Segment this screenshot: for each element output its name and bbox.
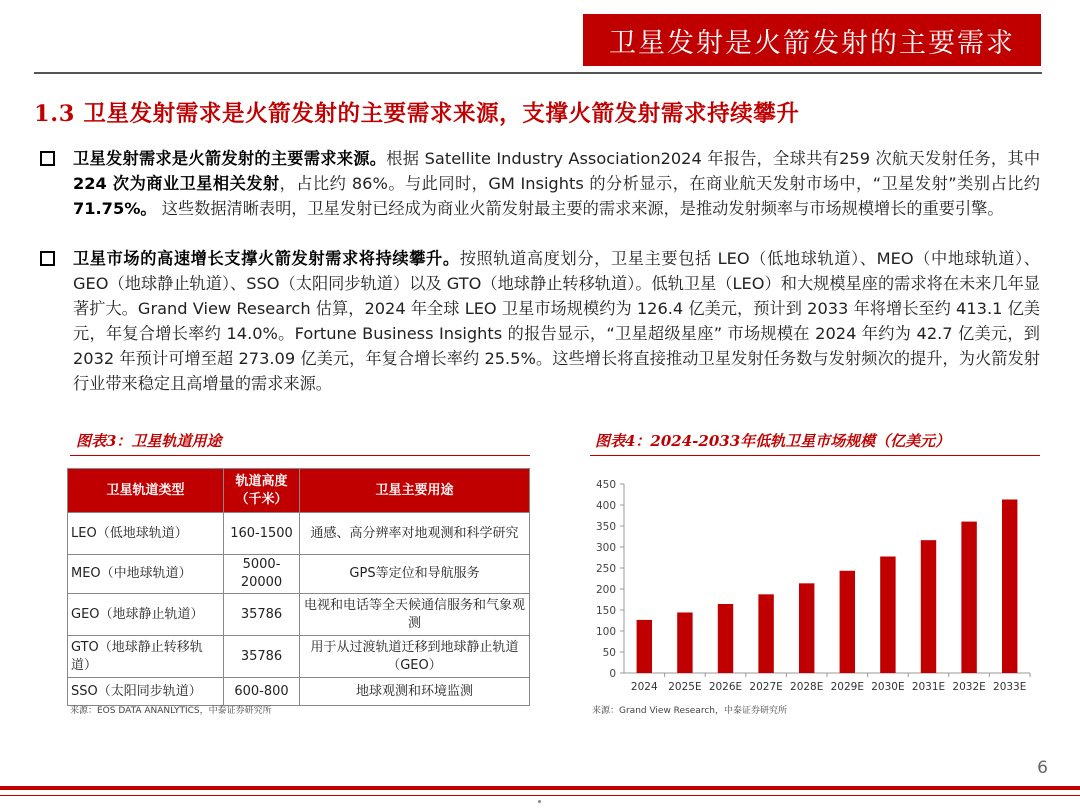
table-cell: 电视和电话等全天候通信服务和气象观测 (300, 594, 530, 636)
top-divider (34, 72, 1042, 74)
x-tick-label: 2024 (630, 681, 658, 693)
paragraph-1-part-3: 这些数据清晰表明，卫星发射已经成为商业火箭发射最主要的需求来源，是推动发射频率与市场规模增长的重要引擎。 (156, 199, 1004, 218)
table-cell: MEO（中地球轨道） (68, 555, 224, 594)
page-number: 6 (1037, 758, 1048, 778)
x-tick-label: 2025E (668, 681, 702, 693)
figure-3-caption: 图表3：卫星轨道用途 (76, 432, 222, 450)
table-cell: 35786 (224, 594, 300, 636)
table-row (68, 594, 530, 636)
paragraph-1-bold-2: 71.75%。 (73, 199, 157, 218)
paragraph-1 (40, 146, 1040, 221)
bar (758, 594, 773, 673)
x-tick-label: 2026E (708, 681, 743, 693)
paragraph-1-lead: 卫星发射需求是火箭发射的主要需求来源。 (73, 149, 387, 168)
y-tick-label: 0 (609, 668, 616, 680)
table-row (68, 678, 530, 706)
bar (637, 620, 652, 673)
x-tick-label: 2030E (871, 681, 905, 693)
figure-3-source: 来源：EOS DATA ANANLYTICS，中泰证券研究所 (70, 706, 272, 716)
footer-band (0, 786, 1080, 790)
y-tick-label: 150 (595, 605, 616, 617)
table-cell: GEO（地球静止轨道） (68, 594, 224, 636)
table-row (68, 513, 530, 555)
footer-line (0, 795, 1080, 796)
paragraph-2-text (73, 246, 1040, 396)
paragraph-2-lead: 卫星市场的高速增长支撑火箭发射需求将持续攀升。 (73, 249, 460, 268)
figure-4-caption: 图表4：2024-2033年低轨卫星市场规模（亿美元） (595, 432, 951, 450)
table-cell: 35786 (224, 636, 300, 678)
table-row (68, 636, 530, 678)
table-cell: GTO（地球静止转移轨道） (68, 636, 224, 678)
table-cell: GPS等定位和导航服务 (300, 555, 530, 594)
table-cell: 600-800 (224, 678, 300, 706)
slide-title (583, 14, 1041, 66)
y-tick-label: 400 (595, 500, 616, 512)
table-cell: 用于从过渡轨道迁移到地球静止轨道（GEO） (300, 636, 530, 678)
footer-dot (538, 800, 541, 803)
paragraph-2 (40, 246, 1040, 396)
bar (961, 522, 976, 673)
table-header-cell: 卫星主要用途 (300, 469, 530, 513)
paragraph-2-body: 按照轨道高度划分，卫星主要包括 LEO（低地球轨道）、MEO（中地球轨道）、GEO（地球静止轨道）、SSO（太阳同步轨道）以及 GTO（地球静止转移轨道）。低轨卫星（LEO）和大规模星座的需求将在未来几年显著扩大。Grand View Research 估算，2024 年全球 LEO 卫星市场规模约为 126.4 亿美元，预计到 2033 年将增长至约 413.1 亿美元，年复合增长率约 14.0%。Fortune Business Insights 的报告显示，“卫星超级星座” 市场规模在 2024 年约为 42.7 亿美元，到 2032 年预计可增至超 273.09 亿美元，年复合增长率约 25.5%。这些增长将直接推动卫星发射任务数与发射频次的提升，为火箭发射行业带来稳定且高增量的需求来源。 (73, 249, 1040, 393)
figure-4-source: 来源：Grand View Research，中泰证券研究所 (592, 706, 787, 716)
table-cell: 5000-20000 (224, 555, 300, 594)
table-row (68, 555, 530, 594)
bar (921, 540, 936, 673)
bar (840, 571, 855, 673)
section-heading: 1.3 卫星发射需求是火箭发射的主要需求来源，支撑火箭发射需求持续攀升 (34, 101, 800, 127)
paragraph-1-part-2: ，占比约 86%。与此同时，GM Insights 的分析显示，在商业航天发射市场中，“卫星发射”类别占比约 (279, 174, 1040, 193)
table-cell: 通感、高分辨率对地观测和科学研究 (300, 513, 530, 555)
bar (718, 604, 733, 673)
bar (677, 612, 692, 673)
orbit-usage-table (67, 468, 530, 706)
x-tick-label: 2031E (911, 681, 946, 693)
x-tick-label: 2029E (830, 681, 864, 693)
table-cell: LEO（低地球轨道） (68, 513, 224, 555)
bar (880, 556, 895, 673)
table-cell: 160-1500 (224, 513, 300, 555)
figure-4-caption-rule (590, 455, 1040, 456)
table-cell: SSO（太阳同步轨道） (68, 678, 224, 706)
square-bullet-icon (40, 151, 55, 166)
table-header-cell: 卫星轨道类型 (68, 469, 224, 513)
paragraph-1-bold-1: 224 次为商业卫星相关发射 (73, 174, 280, 193)
table-cell: 地球观测和环境监测 (300, 678, 530, 706)
paragraph-1-part-1: 根据 Satellite Industry Association2024 年报告，全球共有259 次航天发射任务，其中 (386, 149, 1041, 168)
table-header-cell: 轨道高度（千米） (224, 469, 300, 513)
y-tick-label: 50 (602, 647, 616, 659)
y-tick-label: 450 (595, 479, 616, 491)
figure-3-caption-rule (70, 455, 530, 456)
table-header-row (68, 469, 530, 513)
x-tick-label: 2033E (993, 681, 1027, 693)
y-tick-label: 100 (595, 626, 616, 638)
x-tick-label: 2032E (952, 681, 986, 693)
y-tick-label: 200 (595, 584, 616, 596)
slide-title-text: 卫星发射是火箭发射的主要需求 (609, 27, 1015, 59)
x-tick-label: 2027E (749, 681, 783, 693)
y-tick-label: 350 (595, 521, 616, 533)
leo-market-bar-chart (590, 472, 1040, 702)
y-tick-label: 300 (595, 542, 616, 554)
paragraph-1-text (73, 146, 1040, 221)
bar (799, 583, 814, 673)
bar (1002, 499, 1017, 673)
square-bullet-icon (40, 251, 55, 266)
y-tick-label: 250 (595, 563, 616, 575)
x-tick-label: 2028E (790, 681, 824, 693)
